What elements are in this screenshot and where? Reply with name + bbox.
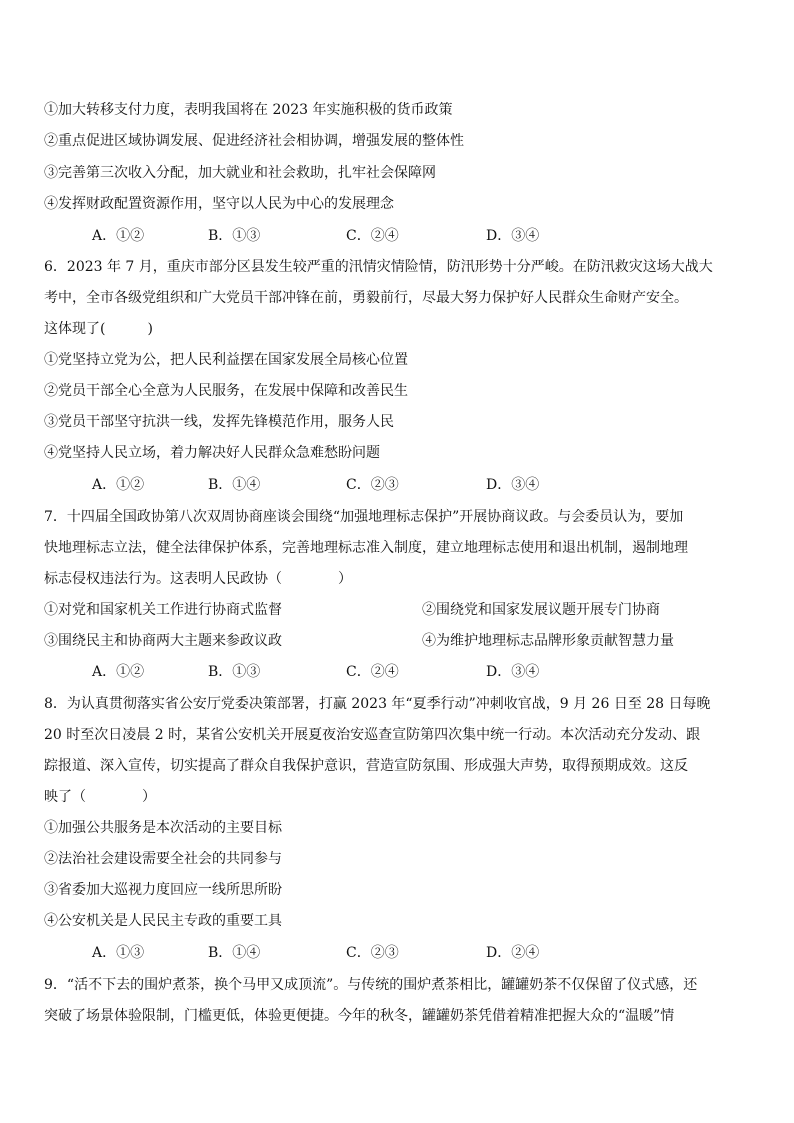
q7-stem-line-2: 快地理标志立法，健全法律保护体系，完善地理标志准入制度，建立地理标志使用和退出机制，遏制地理 xyxy=(44,540,688,556)
q8-stem-line-3: 踪报道、深入宣传，切实提高了群众自我保护意识，营造宣防氛围、形成强大声势，取得预期成效。这反 xyxy=(44,758,688,774)
q5-statement-4: ④发挥财政配置资源作用，坚守以人民为中心的发展理念 xyxy=(44,196,394,212)
q7-option-c[interactable]: C．②④ xyxy=(346,664,399,680)
q6-statement-1: ①党坚持立党为公，把人民利益摆在国家发展全局核心位置 xyxy=(44,352,408,368)
q8-option-b[interactable]: B．①④ xyxy=(208,945,261,961)
q6-stem-line-3: 这体现了( ) xyxy=(44,321,153,337)
q7-stem-line-3: 标志侵权违法行为。这表明人民政协（ ） xyxy=(44,571,352,587)
q8-options xyxy=(0,943,794,963)
q7-statement-1: ①对党和国家机关工作进行协商式监督 xyxy=(44,602,282,618)
q6-statement-2: ②党员干部全心全意为人民服务，在发展中保障和改善民生 xyxy=(44,383,408,399)
q6-option-b[interactable]: B．①④ xyxy=(208,477,261,493)
q8-option-c[interactable]: C．②③ xyxy=(346,945,399,961)
q8-stem-line-4: 映了（ ） xyxy=(44,789,156,805)
q8-statement-4: ④公安机关是人民民主专政的重要工具 xyxy=(44,913,282,929)
q7-option-b[interactable]: B．①③ xyxy=(208,664,261,680)
q5-option-b[interactable]: B．①③ xyxy=(208,228,261,244)
q6-option-a[interactable]: A．①② xyxy=(92,477,145,493)
q5-option-a[interactable]: A．①② xyxy=(92,228,145,244)
q5-statement-1: ①加大转移支付力度，表明我国将在 2023 年实施积极的货币政策 xyxy=(44,102,453,118)
q7-option-a[interactable]: A．①② xyxy=(92,664,145,680)
q5-statement-2: ②重点促进区域协调发展、促进经济社会相协调，增强发展的整体性 xyxy=(44,133,464,149)
q7-option-d[interactable]: D．③④ xyxy=(486,664,540,680)
q7-statement-2: ②围绕党和国家发展议题开展专门协商 xyxy=(422,602,660,618)
q7-options xyxy=(0,662,794,682)
q6-stem-line-2: 考中，全市各级党组织和广大党员干部冲锋在前，勇毅前行，尽最大努力保护好人民群众生命财产安全。 xyxy=(44,290,688,306)
q8-statement-2: ②法治社会建设需要全社会的共同参与 xyxy=(44,851,282,867)
q8-statement-1: ①加强公共服务是本次活动的主要目标 xyxy=(44,820,282,836)
q5-option-d[interactable]: D．③④ xyxy=(486,228,540,244)
q7-stem-line-1: 7．十四届全国政协第八次双周协商座谈会围绕“加强地理标志保护”开展协商议政。与会委员认为，要加 xyxy=(44,509,684,525)
q5-options xyxy=(0,226,794,246)
q6-option-c[interactable]: C．②③ xyxy=(346,477,399,493)
q6-statement-3: ③党员干部坚守抗洪一线，发挥先锋模范作用，服务人民 xyxy=(44,414,394,430)
q6-options xyxy=(0,475,794,495)
q6-stem-line-1: 6．2023 年 7 月，重庆市部分区县发生较严重的汛情灾情险情，防汛形势十分严峻。在防汛救灾这场大战大 xyxy=(44,259,713,275)
q5-statement-3: ③完善第三次收入分配，加大就业和社会救助，扎牢社会保障网 xyxy=(44,165,436,181)
q8-option-d[interactable]: D．②④ xyxy=(486,945,540,961)
q8-stem-line-1: 8．为认真贯彻落实省公安厅党委决策部署，打赢 2023 年“夏季行动”冲刺收官战，9 月 26 日至 28 日每晚 xyxy=(44,696,711,712)
q7-statement-3: ③围绕民主和协商两大主题来参政议政 xyxy=(44,633,282,649)
q9-stem-line-1: 9．“活不下去的围炉煮茶，换个马甲又成顶流”。与传统的围炉煮茶相比，罐罐奶茶不仅保留了仪式感，还 xyxy=(44,977,698,993)
q6-option-d[interactable]: D．③④ xyxy=(486,477,540,493)
q6-statement-4: ④党坚持人民立场，着力解决好人民群众急难愁盼问题 xyxy=(44,445,380,461)
q7-statement-4: ④为维护地理标志品牌形象贡献智慧力量 xyxy=(422,633,674,649)
q8-stem-line-2: 20 时至次日凌晨 2 时，某省公安机关开展夏夜治安巡查宣防第四次集中统一行动。本次活动充分发动、跟 xyxy=(44,727,701,743)
q8-statement-3: ③省委加大巡视力度回应一线所思所盼 xyxy=(44,882,282,898)
q5-option-c[interactable]: C．②④ xyxy=(346,228,399,244)
q9-stem-line-2: 突破了场景体验限制，门槛更低，体验更便捷。今年的秋冬，罐罐奶茶凭借着精准把握大众的“温暖”情 xyxy=(44,1008,675,1024)
q8-option-a[interactable]: A．①③ xyxy=(92,945,145,961)
